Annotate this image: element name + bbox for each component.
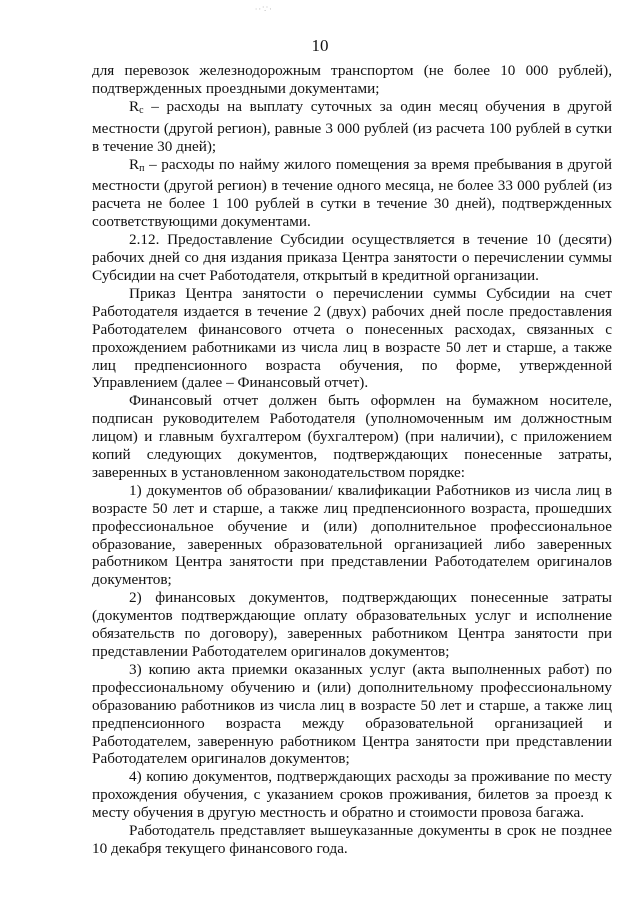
list-item-1: 1) документов об образовании/ квалификации Работников из числа лиц в возрасте 50 лет и старше, а также лиц предпенсионного возраста, прошедших профессиональное обучение и (или) дополнительное профессиональное образование, заверенных образовательной организацией либо заверенных работником Центра занятости при представлении Работодателем оригиналов документов; [92, 481, 612, 589]
scan-artifact: ∙·∵· [255, 4, 273, 14]
formula-symbol: R [129, 155, 140, 173]
list-item-3: 3) копию акта приемки оказанных услуг (акта выполненных работ) по профессиональному обучению и (или) дополнительному профессиональному образованию работников из числа лиц в возрасте 50 лет и старше, а также лиц предпенсионного возраста между образовательной организацией и Работодателем, заверенную работником Центра занятости при представлении Работодателем оригиналов документов; [92, 660, 612, 768]
paragraph-text: – расходы по найму жилого помещения за время пребывания в другой местности (другой регион) в течение одного месяца, не более 33 000 рублей (из расчета не более 1 100 рублей в сутки в течение 30 дней), подтвержденных соответствующими документами. [92, 155, 612, 231]
paragraph-text: – расходы на выплату суточных за один месяц обучения в другой местности (другой регион), равные 3 000 рублей (из расчета 100 рублей в сутки в течение 30 дней); [92, 97, 612, 155]
page-number: 10 [311, 36, 329, 55]
paragraph-deadline: Работодатель представляет вышеуказанные документы в срок не позднее 10 декабря текущего финансового года. [92, 822, 612, 857]
list-item-4: 4) копию документов, подтверждающих расходы за проживание по месту прохождения обучения, с указанием сроков проживания, билетов за проезд к месту обучения в другую местность и обратно и стоимости провоза багажа. [92, 768, 612, 822]
formula-symbol: R [129, 97, 140, 115]
formula-subscript: c [139, 104, 144, 116]
paragraph-rc [92, 98, 612, 156]
document-body [92, 62, 612, 858]
paragraph-continuation: для перевозок железнодорожным транспортом (не более 10 000 рублей), подтвержденных проездными документами; [92, 62, 612, 97]
paragraph-2-12: 2.12. Предоставление Субсидии осуществляется в течение 10 (десяти) рабочих дней со дня издания приказа Центра занятости о перечислении суммы Субсидии на счет Работодателя, открытый в кредитной организации. [92, 231, 612, 284]
paragraph-rp [92, 156, 612, 232]
paragraph-order: Приказ Центра занятости о перечислении суммы Субсидии на счет Работодателя издается в течение 2 (двух) рабочих дней после предоставления Работодателем финансового отчета о понесенных расходах, связанных с прохождением работниками из числа лиц в возрасте 50 лет и старше, а также лиц предпенсионного возраста обучения, по форме, утвержденной Управлением (далее – Финансовый отчет). [92, 284, 612, 392]
list-item-2: 2) финансовых документов, подтверждающих понесенные затраты (документов подтверждающие оплату образовательных услуг и исполнение обязательств по договору), заверенных работником Центра занятости при представлении Работодателем оригиналов документов; [92, 589, 612, 660]
formula-subscript: п [139, 162, 145, 174]
paragraph-financial-report: Финансовый отчет должен быть оформлен на бумажном носителе, подписан руководителем Работодателя (уполномоченным им должностным лицом) и главным бухгалтером (бухгалтером) (при наличии), с приложением копий следующих документов, подтверждающих понесенные затраты, заверенных в установленном законодательством порядке: [92, 392, 612, 481]
